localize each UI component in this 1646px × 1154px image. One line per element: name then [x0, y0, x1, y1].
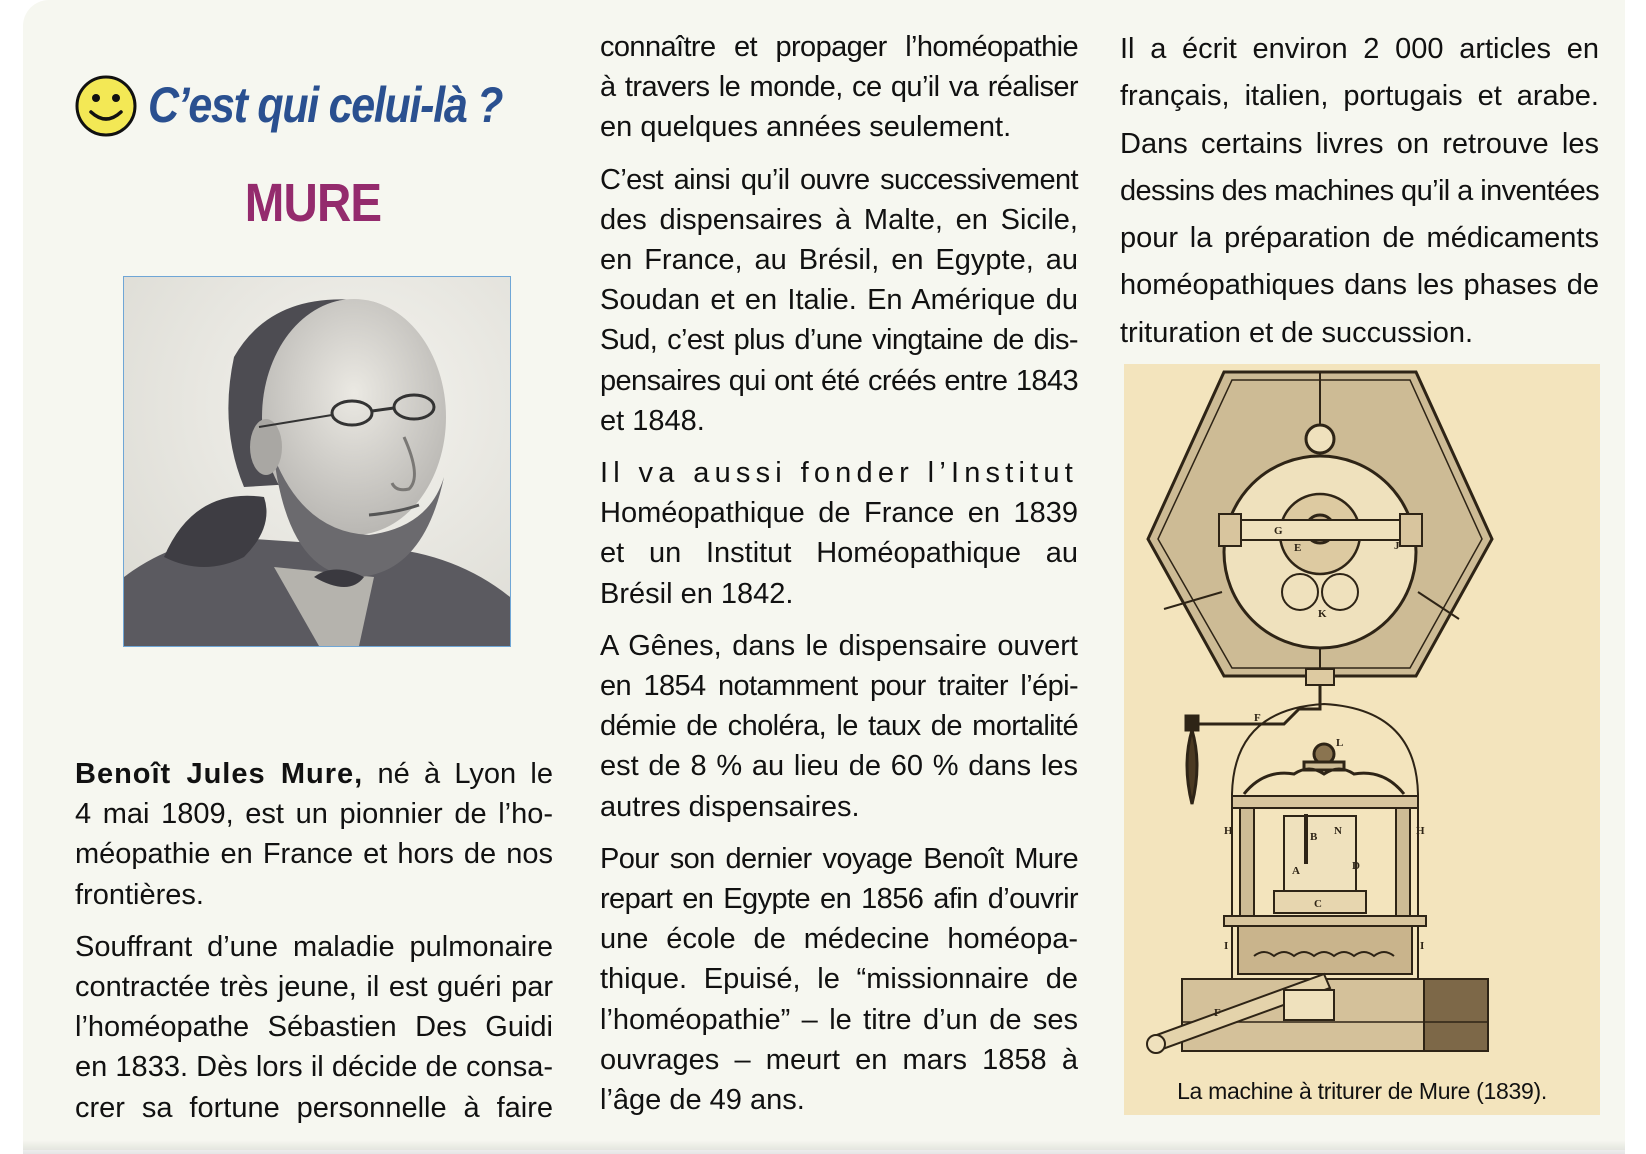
text-line: en 1833. Dès lors il décide de consa-	[75, 1051, 553, 1084]
figure-label: H	[1224, 825, 1233, 837]
smiley-icon	[74, 74, 138, 138]
text-line: Sud, c’est plus d’une vingtaine de dis-	[600, 324, 1078, 357]
figure-label: J	[1394, 540, 1400, 552]
text-line: l’homéopathe Sébastien Des Guidi	[75, 1011, 553, 1044]
person-name-heading: MURE	[244, 173, 382, 233]
trituration-machine-figure	[1124, 364, 1600, 1115]
figure-label: I	[1420, 940, 1425, 952]
text-line: en 1854 notamment pour traiter l’épi-	[600, 670, 1078, 703]
page-shadow	[23, 1140, 1625, 1154]
text-line: Il a écrit environ 2 000 articles en	[1120, 33, 1599, 65]
paragraph-illness	[75, 927, 553, 1128]
figure-label: F	[1254, 712, 1261, 724]
paragraph-cholera	[600, 626, 1078, 827]
text-line: à travers le monde, ce qu’il va réaliser	[600, 71, 1078, 104]
text-line: et 1848.	[600, 404, 705, 437]
text-line: Soudan et en Italie. En Amérique du	[600, 284, 1078, 317]
paragraph-articles	[1120, 26, 1599, 357]
text-line: homéopathiques dans les phases de	[1120, 269, 1599, 302]
text-line: et un Institut Homéopathique au	[600, 537, 1078, 570]
figure-label: E	[1294, 542, 1302, 554]
text-line: en France, au Brésil, en Egypte, au	[600, 244, 1078, 277]
text-line: en quelques années seulement.	[600, 111, 1012, 144]
text-line: français, italien, portugais et arabe.	[1120, 80, 1599, 113]
paragraph-institutes	[600, 453, 1078, 614]
text-line: l’âge de 49 ans.	[600, 1084, 805, 1117]
figure-label: A	[1292, 865, 1300, 877]
text-line: crer sa fortune personnelle à faire	[75, 1091, 553, 1124]
figure-caption: La machine à triturer de Mure (1839).	[1177, 1078, 1547, 1104]
machine-engraving	[1124, 364, 1600, 1064]
text-line: contractée très jeune, il est guéri par	[75, 971, 553, 1004]
paragraph-intro	[75, 754, 553, 915]
text-line: autres dispensaires.	[600, 790, 860, 823]
figure-label: B	[1310, 831, 1318, 843]
text-line: Dans certains livres on retrouve les	[1120, 127, 1599, 160]
text-line: pensaires qui ont été créés entre 1843	[600, 364, 1078, 397]
paragraph-dispensaries	[600, 160, 1078, 441]
person-full-name: Benoît Jules Mure,	[75, 758, 364, 790]
text-line: l’homéopathie” – le titre d’un de ses	[600, 1003, 1078, 1036]
figure-label: I	[1224, 940, 1229, 952]
text-line: démie de choléra, le taux de mortalité	[600, 710, 1078, 743]
figure-label: F	[1214, 1007, 1221, 1019]
text-line: 4 mai 1809, est un pionnier de l’ho-	[75, 798, 553, 831]
text-line: trituration et de succussion.	[1120, 316, 1474, 349]
figure-label: C	[1314, 898, 1322, 910]
text-line: Pour son dernier voyage Benoît Mure	[600, 842, 1078, 875]
text-line: Souffrant d’une maladie pulmonaire	[75, 930, 553, 963]
paragraph-last-voyage	[600, 839, 1078, 1120]
text-line: ouvrages – meurt en mars 1858 à	[600, 1043, 1078, 1076]
text-line: frontières.	[75, 878, 204, 911]
figure-label: G	[1274, 525, 1283, 537]
figure-label: H	[1416, 825, 1425, 837]
text-line: des dispensaires à Malte, en Sicile,	[600, 203, 1078, 236]
text-line: connaître et propager l’homéopathie	[600, 31, 1078, 63]
article-column-1	[75, 754, 553, 1140]
text-line: Il va aussi fonder l’Institut	[600, 457, 1078, 490]
text-line: une école de médecine homéopa-	[600, 923, 1078, 956]
figure-label: D	[1352, 860, 1360, 872]
article-column-2	[600, 27, 1078, 1132]
portrait-image	[123, 276, 511, 647]
page-title: C’est qui celui-là ?	[148, 77, 503, 133]
text-line: Brésil en 1842.	[600, 577, 794, 610]
text-line: est de 8 % au lieu de 60 % dans les	[600, 750, 1078, 783]
text-line: A Gênes, dans le dispensaire ouvert	[600, 629, 1078, 662]
figure-label: N	[1334, 825, 1342, 837]
text-line: dessins des machines qu’il a inventées	[1120, 174, 1599, 207]
text-line: thique. Epuisé, le “missionnaire de	[600, 963, 1078, 996]
figure-label: L	[1336, 737, 1344, 749]
text-line: C’est ainsi qu’il ouvre successivement	[600, 163, 1078, 196]
text-line: méopathie en France et hors de nos	[75, 838, 553, 871]
paragraph-propagation	[600, 27, 1078, 148]
figure-label: K	[1318, 608, 1327, 620]
text-line: né à Lyon le	[363, 758, 553, 790]
article-column-3	[1120, 26, 1599, 357]
text-line: repart en Egypte en 1856 afin d’ouvrir	[600, 883, 1078, 916]
text-line: pour la préparation de médicaments	[1120, 222, 1599, 255]
text-line: Homéopathique de France en 1839	[600, 497, 1078, 530]
